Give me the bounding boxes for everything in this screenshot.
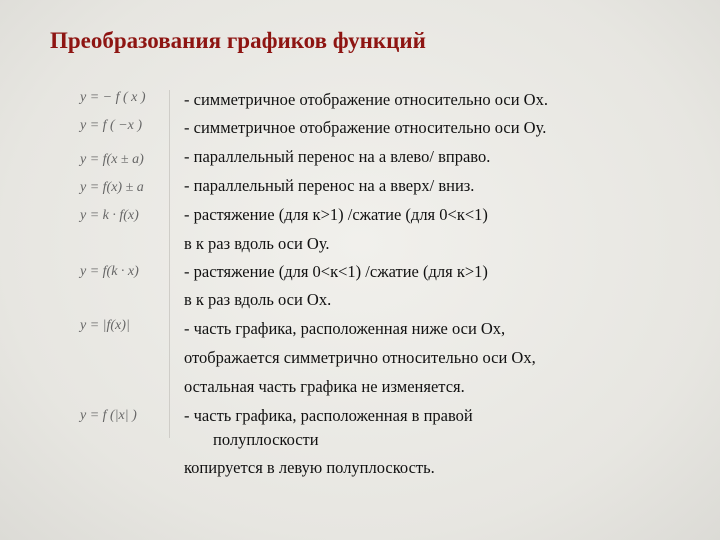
column-divider — [169, 90, 170, 438]
description-line: - симметричное отображение относительно оси Оу. — [184, 118, 547, 137]
description-line: - растяжение (для 0<к<1) /сжатие (для к>1) — [184, 262, 488, 281]
formula-reflect-oy: y = f ( −x ) — [80, 118, 143, 133]
formula-shift-horizontal: y = f(x ± a) — [80, 152, 144, 167]
description-line: копируется в левую полуплоскость. — [184, 458, 435, 477]
description-line: - часть графика, расположенная в правой — [184, 406, 473, 425]
description-line: в к раз вдоль оси Оу. — [184, 234, 330, 253]
description-line: - растяжение (для к>1) /сжатие (для 0<к<1) — [184, 205, 488, 224]
formula-abs-argument: y = f (|x| ) — [80, 408, 137, 423]
formula-shift-vertical: y = f(x) ± a — [80, 180, 144, 195]
description-line: - параллельный перенос на а влево/ вправо. — [184, 147, 491, 166]
description-line: остальная часть графика не изменяется. — [184, 377, 465, 396]
formula-stretch-vertical: y = k · f(x) — [80, 208, 139, 223]
formula-stretch-horizontal: y = f(k · x) — [80, 264, 139, 279]
description-line: - параллельный перенос на а вверх/ вниз. — [184, 176, 475, 195]
description-line: - часть графика, расположенная ниже оси Ох, — [184, 319, 506, 338]
formula-abs-function: y = |f(x)| — [80, 318, 130, 333]
description-line: - симметричное отображение относительно оси Ох. — [184, 90, 548, 109]
description-line: полуплоскости — [213, 430, 319, 449]
description-line: в к раз вдоль оси Ох. — [184, 290, 332, 309]
page-title: Преобразования графиков функций — [50, 28, 426, 53]
formula-reflect-ox: y = − f ( x ) — [80, 90, 146, 105]
description-line: отображается симметрично относительно оси Ох, — [184, 348, 536, 367]
